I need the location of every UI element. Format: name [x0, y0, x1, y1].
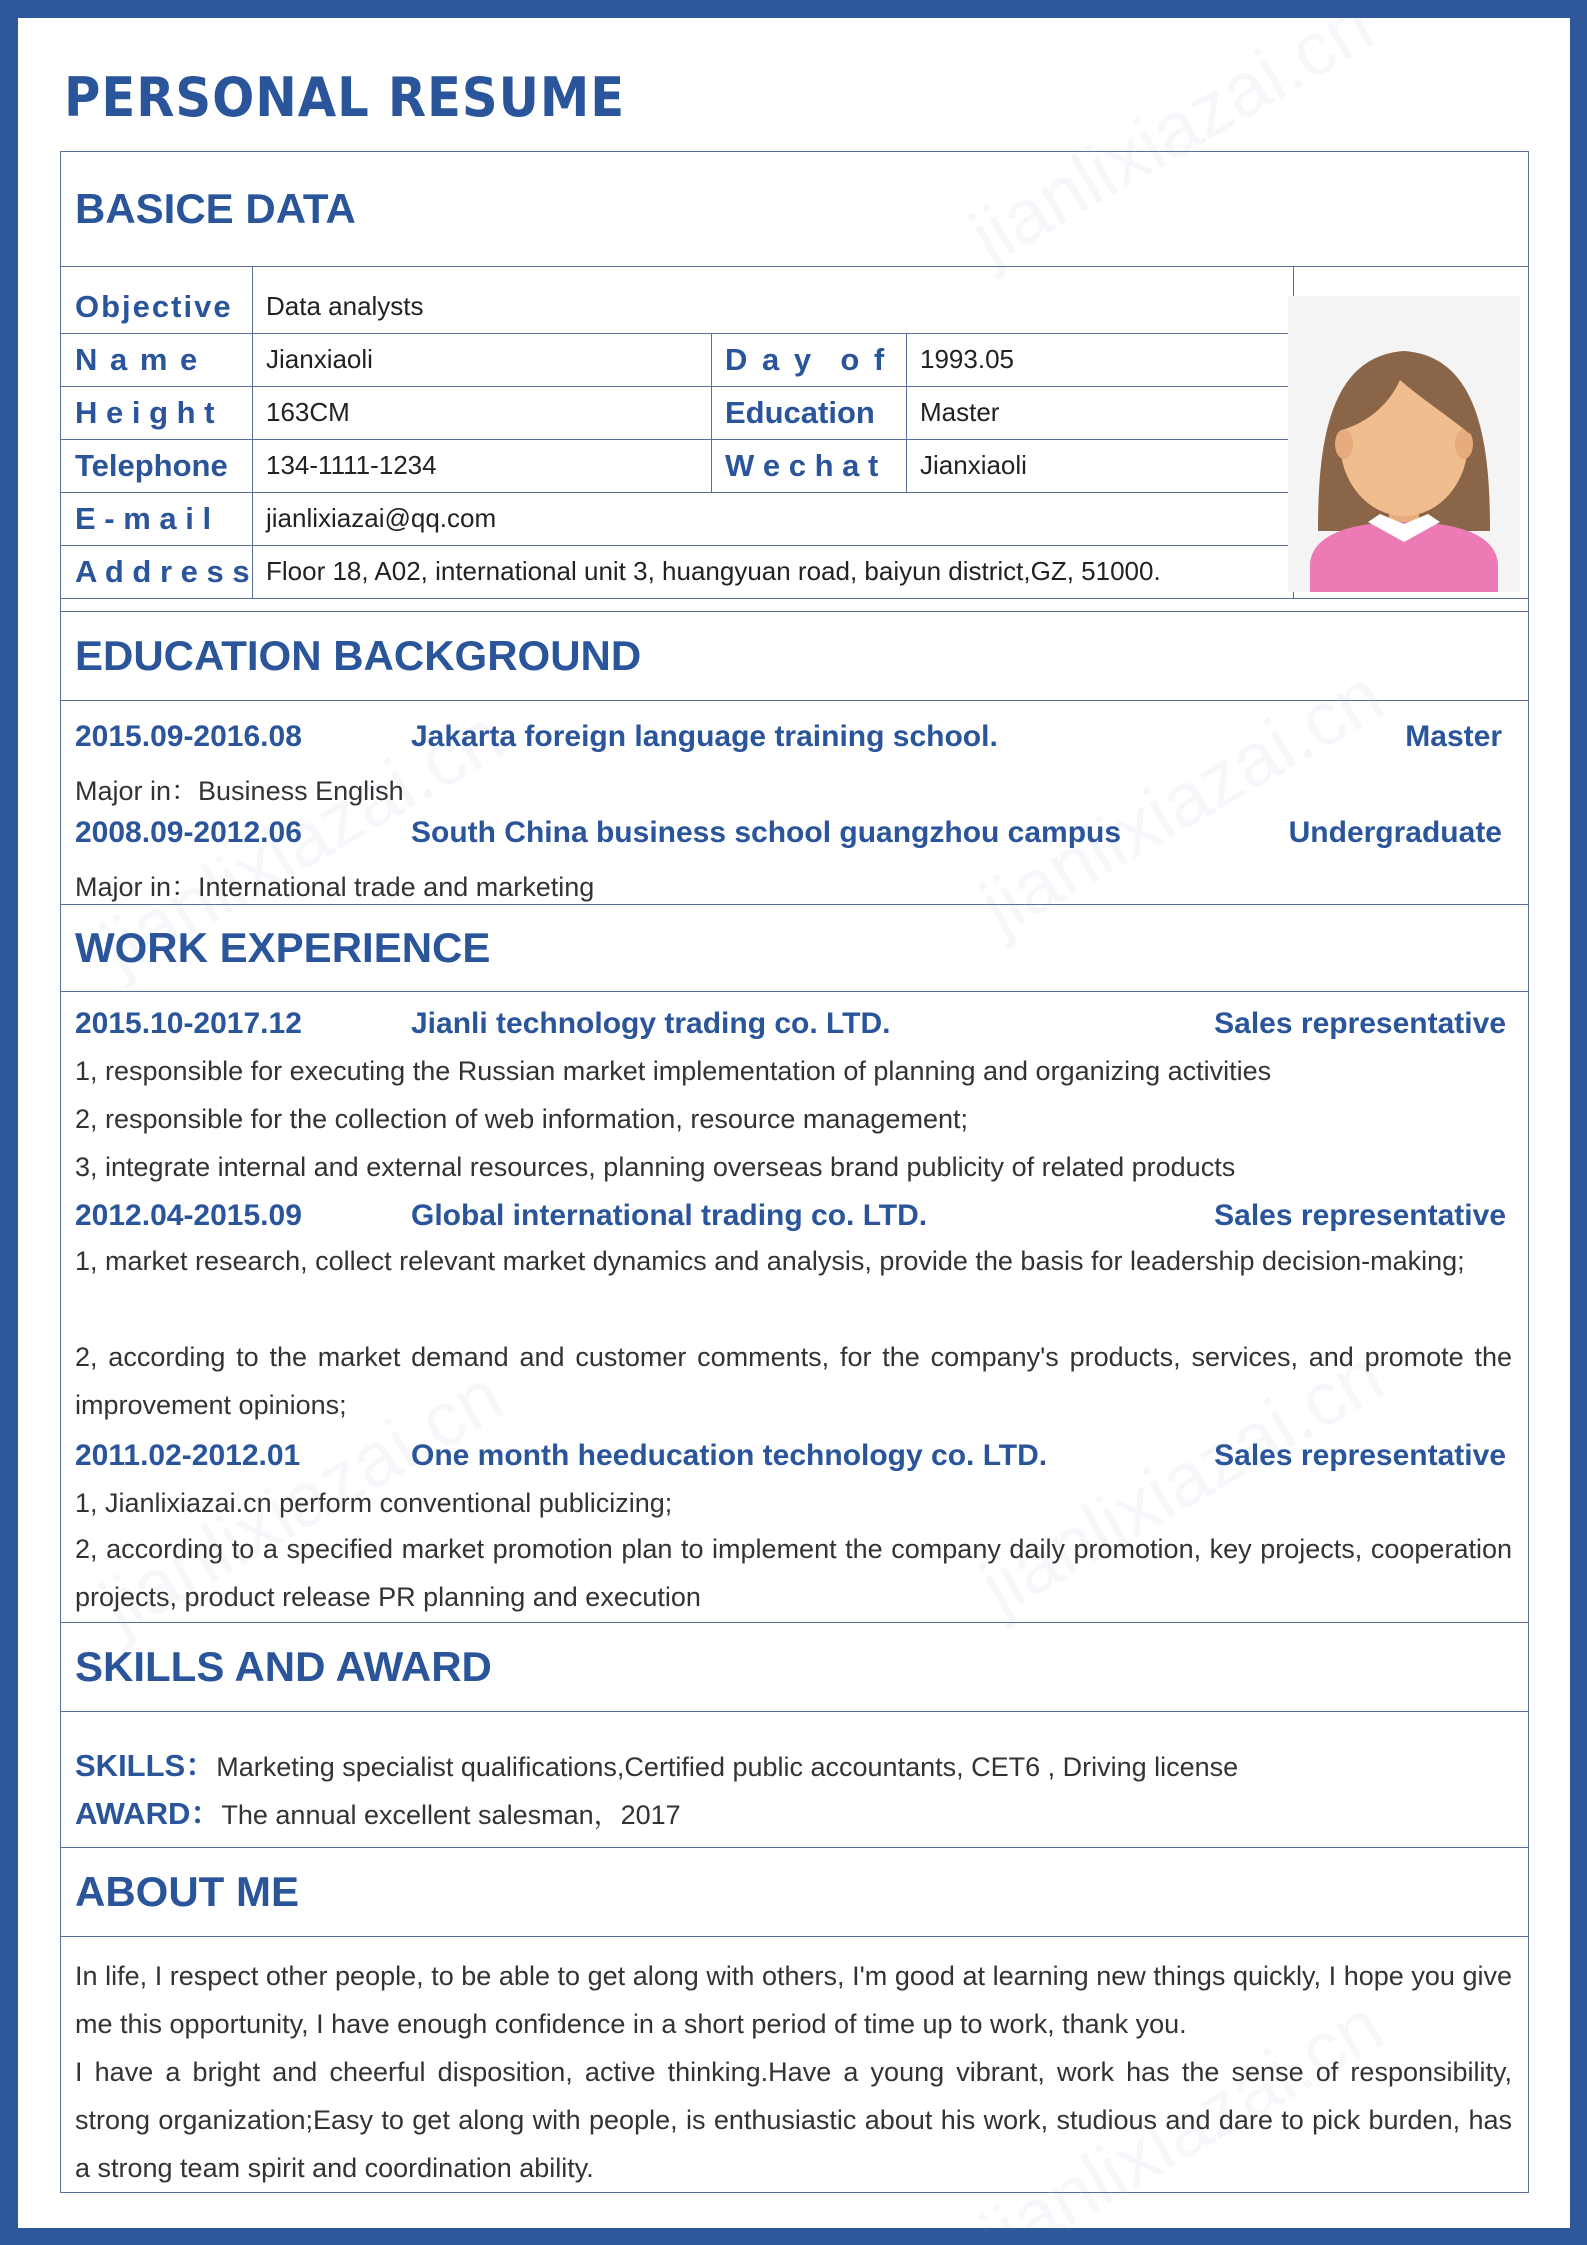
basic-data-title: BASICE DATA — [75, 185, 356, 232]
work-role: Sales representative — [1214, 1439, 1506, 1472]
skills-label: SKILLS： — [75, 1748, 217, 1783]
height-value: 163CM — [266, 397, 350, 427]
work-header — [61, 904, 1528, 992]
wechat-label: W e c h a t — [725, 447, 879, 483]
skills-header — [61, 1622, 1528, 1712]
email-value: jianlixiazai@qq.com — [266, 503, 497, 533]
skills-title: SKILLS AND AWARD — [75, 1643, 492, 1690]
work-date: 2015.10-2017.12 — [75, 1007, 302, 1040]
wechat-value: Jianxiaoli — [920, 450, 1027, 480]
about-paragraph: In life, I respect other people, to be able to get along with others, I'm good at learning new things quickly, I hope you give me this opportunity, I have enough confidence in a short period of time up to work, thank you. — [75, 1961, 1512, 2039]
work-duty: 3, integrate internal and external resources, planning overseas brand publicity of related products — [75, 1152, 1236, 1182]
work-duty: 2, according to a specified market promotion plan to implement the company daily promotion, key projects, cooperation projects, product release PR planning and execution — [75, 1534, 1512, 1612]
name-label: N a m e — [75, 341, 198, 377]
skills-value: Marketing specialist qualifications,Certified public accountants, CET6 , Driving license — [216, 1752, 1239, 1782]
work-duty: 2, according to the market demand and customer comments, for the company's products, services, and promote the improvement opinions; — [75, 1342, 1512, 1420]
work-duty: 1, Jianlixiazai.cn perform conventional publicizing; — [75, 1488, 673, 1518]
education-degree: Undergraduate — [1288, 816, 1502, 849]
address-value: Floor 18, A02, international unit 3, huangyuan road, baiyun district,GZ, 51000. — [266, 556, 1161, 586]
basic-data-header — [61, 152, 1528, 267]
work-company: Global international trading co. LTD. — [411, 1199, 928, 1232]
education-date: 2008.09-2012.06 — [75, 816, 302, 849]
page-title: PERSONAL RESUME — [64, 66, 626, 129]
about-title: ABOUT ME — [75, 1868, 299, 1915]
work-role: Sales representative — [1214, 1007, 1506, 1040]
avatar-icon — [1288, 296, 1520, 592]
education-major: Major in：International trade and marketing — [75, 872, 595, 902]
work-date: 2011.02-2012.01 — [75, 1439, 301, 1472]
work-duty: 2, responsible for the collection of web information, resource management; — [75, 1104, 968, 1134]
dob-value: 1993.05 — [920, 344, 1014, 374]
email-label: E - m a i l — [75, 500, 212, 536]
work-title: WORK EXPERIENCE — [75, 924, 491, 971]
skills-line — [75, 1740, 1238, 1785]
education-degree: Master — [1405, 720, 1502, 753]
height-label: H e i g h t — [75, 394, 215, 430]
award-line — [75, 1788, 681, 1833]
name-value: Jianxiaoli — [266, 344, 373, 374]
work-duty: 1, market research, collect relevant market dynamics and analysis, provide the basis for leadership decision-making; — [75, 1246, 1465, 1276]
work-company: One month heeducation technology co. LTD. — [411, 1439, 1048, 1472]
objective-value: Data analysts — [266, 291, 424, 321]
award-label: AWARD： — [75, 1796, 222, 1831]
award-value: The annual excellent salesman，2017 — [221, 1800, 681, 1830]
about-header — [61, 1847, 1528, 1937]
telephone-label: Telephone — [75, 447, 228, 483]
work-company: Jianli technology trading co. LTD. — [411, 1007, 891, 1040]
resume-page — [18, 18, 1570, 2228]
education-school: South China business school guangzhou campus — [411, 816, 1122, 849]
resume-frame — [60, 151, 1529, 2193]
objective-label: Objective — [75, 288, 233, 324]
work-duty: 1, responsible for executing the Russian market implementation of planning and organizing activities — [75, 1056, 1272, 1086]
education-major: Major in：Business English — [75, 776, 404, 806]
education-date: 2015.09-2016.08 — [75, 720, 302, 753]
education-header — [61, 611, 1528, 701]
education-label: Education — [725, 394, 875, 430]
work-role: Sales representative — [1214, 1199, 1506, 1232]
about-paragraph: I have a bright and cheerful disposition, active thinking.Have a young vibrant, work has the sense of responsibility, strong organization;Easy to get along with people, is enthusiastic about his work, studious and dare to pick burden, has a strong team spirit and coordination ability. — [75, 2057, 1512, 2183]
education-school: Jakarta foreign language training school. — [411, 720, 998, 753]
work-date: 2012.04-2015.09 — [75, 1199, 302, 1232]
education-value: Master — [920, 397, 1000, 427]
education-title: EDUCATION BACKGROUND — [75, 632, 642, 679]
dob-label: D a y o f — [725, 341, 885, 377]
avatar — [1288, 296, 1520, 592]
address-label: A d d r e s s — [75, 553, 250, 589]
telephone-value: 134-1111-1234 — [266, 450, 437, 480]
